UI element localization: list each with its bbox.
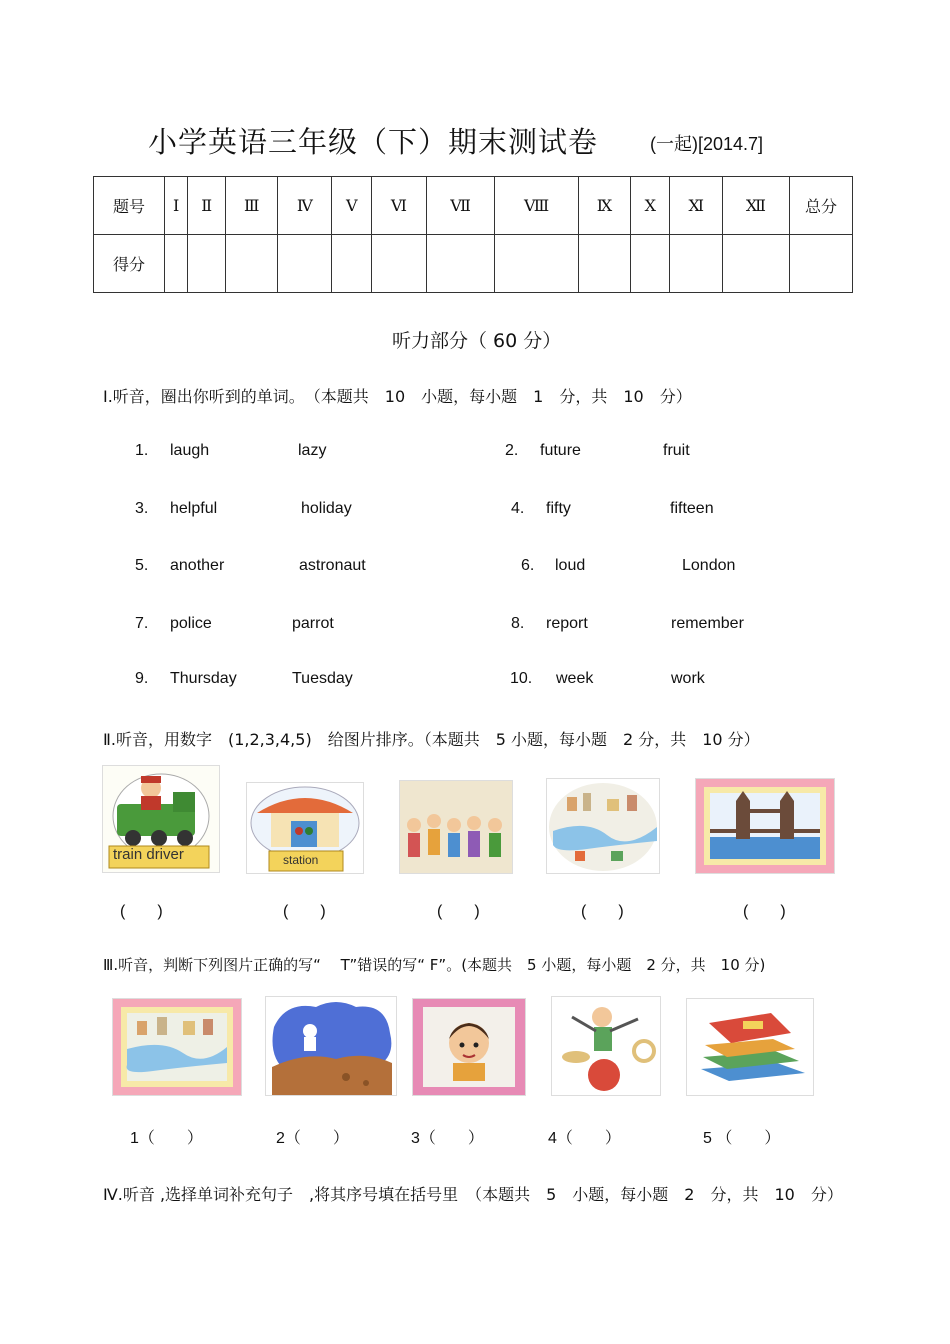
score-table <box>93 176 853 293</box>
q1-option[interactable]: remember <box>671 615 744 632</box>
q1-option[interactable]: Thursday <box>170 670 237 687</box>
score-cell[interactable] <box>631 235 670 293</box>
q1-option[interactable]: fifteen <box>670 500 714 517</box>
score-col-3: Ⅲ <box>226 177 278 235</box>
score-cell[interactable] <box>332 235 372 293</box>
q1-option[interactable]: lazy <box>298 442 327 459</box>
score-col-2: Ⅱ <box>188 177 226 235</box>
score-cell[interactable] <box>790 235 853 293</box>
q2-answer-blank[interactable]: ( ) <box>437 903 480 920</box>
q2-heading: Ⅱ.听音，用数字 (1,2,3,4,5) 给图片排序。（本题共 5 小题，每小题 2 分，共 10 分） <box>103 730 760 749</box>
score-table-header-row <box>94 177 853 235</box>
q4-heading: Ⅳ.听音 ,选择单词补充句子 ,将其序号填在括号里 （本题共 5 小题，每小题 2 分，共 10 分） <box>103 1185 843 1204</box>
boy-picture <box>412 998 526 1096</box>
q1-option[interactable]: fifty <box>546 500 571 517</box>
score-cell[interactable] <box>495 235 578 293</box>
score-col-9: Ⅸ <box>578 177 630 235</box>
train-driver-caption: train driver <box>113 846 184 863</box>
q1-item-num: 9. <box>135 670 149 687</box>
q1-item-num: 7. <box>135 615 149 632</box>
score-col-4: Ⅳ <box>278 177 332 235</box>
score-total-label: 总分 <box>790 177 853 235</box>
q1-heading: Ⅰ.听音，圈出你听到的单词。 （本题共 10 小题，每小题 1 分，共 10 分） <box>103 387 692 406</box>
city-picture <box>546 778 660 874</box>
children-picture <box>399 780 513 874</box>
score-cell[interactable] <box>722 235 789 293</box>
q1-option[interactable]: work <box>671 670 705 687</box>
station-picture <box>246 782 364 874</box>
astronaut-picture <box>265 996 397 1096</box>
q3-answer-4[interactable]: 4（ ） <box>548 1130 621 1147</box>
score-col-12: Ⅻ <box>722 177 789 235</box>
score-cell[interactable] <box>165 235 188 293</box>
q1-item-num: 4. <box>511 500 525 517</box>
score-header-label: 题号 <box>94 177 165 235</box>
score-table-score-row <box>94 235 853 293</box>
q1-option[interactable]: Tuesday <box>292 670 353 687</box>
q1-option[interactable]: loud <box>555 557 586 574</box>
score-col-7: Ⅶ <box>426 177 495 235</box>
q1-item-num: 5. <box>135 557 149 574</box>
listening-section-title: 听力部分（ 60 分） <box>392 330 562 352</box>
q2-answer-blank[interactable]: ( ) <box>581 903 624 920</box>
q1-item-num: 10. <box>510 670 533 687</box>
score-cell[interactable] <box>426 235 495 293</box>
score-cell[interactable] <box>226 235 278 293</box>
score-col-6: Ⅵ <box>372 177 426 235</box>
q1-option[interactable]: future <box>540 442 581 459</box>
score-col-10: Ⅹ <box>631 177 670 235</box>
q3-answer-5[interactable]: 5 （ ） <box>703 1130 781 1147</box>
score-cell[interactable] <box>670 235 722 293</box>
q3-answer-2[interactable]: 2（ ） <box>276 1130 349 1147</box>
q1-option[interactable]: laugh <box>170 442 210 459</box>
train-driver-picture <box>102 765 220 873</box>
score-cell[interactable] <box>372 235 426 293</box>
q1-option[interactable]: astronaut <box>299 557 366 574</box>
q1-option[interactable]: helpful <box>170 500 218 517</box>
q1-option[interactable]: week <box>556 670 594 687</box>
q3-answer-1[interactable]: 1（ ） <box>130 1130 203 1147</box>
score-row-label: 得分 <box>94 235 165 293</box>
q1-item-num: 2. <box>505 442 519 459</box>
score-col-11: Ⅺ <box>670 177 722 235</box>
q1-option[interactable]: another <box>170 557 225 574</box>
books-picture <box>686 998 814 1096</box>
q1-option[interactable]: parrot <box>292 615 334 632</box>
drummer-picture <box>551 996 661 1096</box>
q2-answer-blank[interactable]: ( ) <box>120 903 163 920</box>
q1-item-num: 1. <box>135 442 149 459</box>
title-note: (一起)[2014.7] <box>650 134 764 154</box>
score-col-8: Ⅷ <box>495 177 578 235</box>
score-cell[interactable] <box>278 235 332 293</box>
page-title: 小学英语三年级（下）期末测试卷 <box>148 125 599 159</box>
q1-option[interactable]: fruit <box>663 442 690 459</box>
station-caption: station <box>283 853 319 867</box>
city-river-picture <box>112 998 242 1096</box>
q1-item-num: 6. <box>521 557 535 574</box>
q1-option[interactable]: police <box>170 615 212 632</box>
tower-bridge-picture <box>695 778 835 874</box>
q3-heading: Ⅲ.听音，判断下列图片正确的写“ T”错误的写“ F”。(本题共 5 小题，每小题 2 分，共 10 分) <box>103 956 766 974</box>
score-cell[interactable] <box>578 235 630 293</box>
q1-option[interactable]: London <box>682 557 736 574</box>
score-col-1: Ⅰ <box>165 177 188 235</box>
q2-answer-blank[interactable]: ( ) <box>283 903 326 920</box>
q1-item-num: 3. <box>135 500 149 517</box>
q2-answer-blank[interactable]: ( ) <box>743 903 786 920</box>
score-cell[interactable] <box>188 235 226 293</box>
q1-option[interactable]: holiday <box>301 500 352 517</box>
q3-answer-3[interactable]: 3（ ） <box>411 1130 484 1147</box>
q1-item-num: 8. <box>511 615 525 632</box>
q1-option[interactable]: report <box>546 615 588 632</box>
score-col-5: Ⅴ <box>332 177 372 235</box>
